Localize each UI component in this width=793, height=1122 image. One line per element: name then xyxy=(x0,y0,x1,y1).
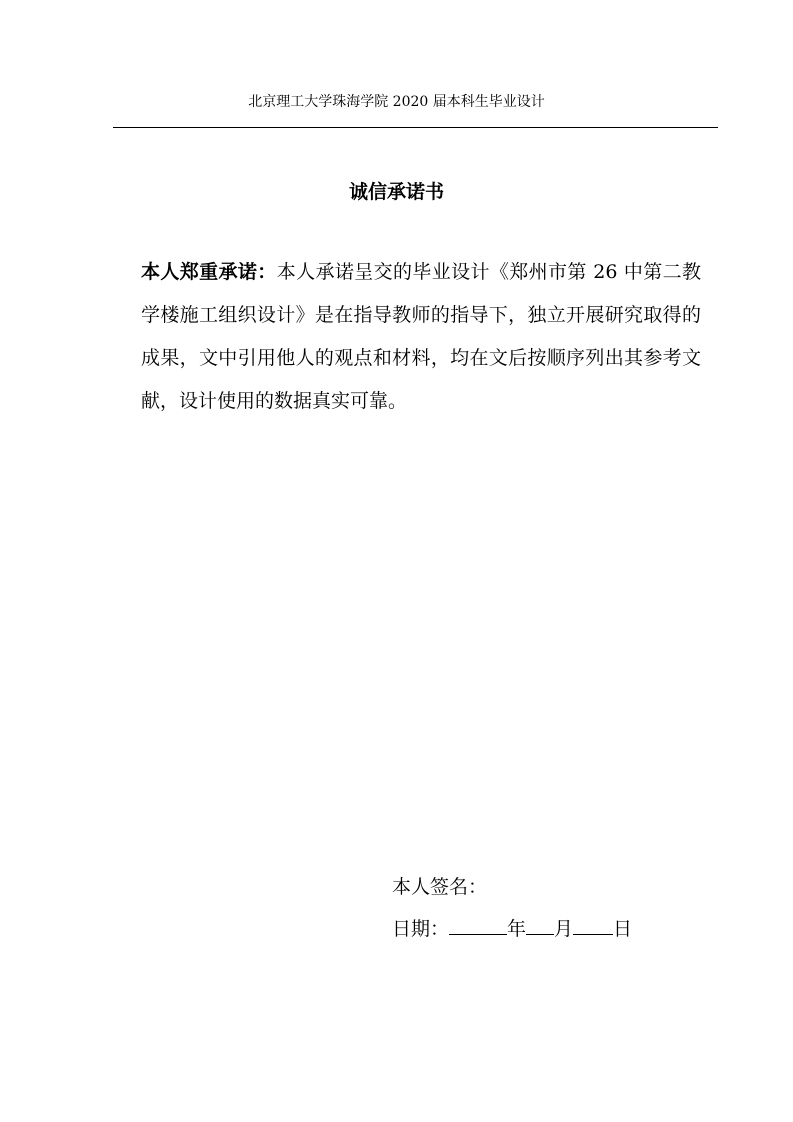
signature-line xyxy=(392,874,487,900)
year-label: 年 xyxy=(507,918,527,940)
year-blank xyxy=(449,916,507,935)
statement-body: 本人承诺呈交的毕业设计《郑州市第 26 中第二教学楼施工组织设计》是在指导教师的指导下，独立开展研究取得的成果，文中引用他人的观点和材料，均在文后按顺序列出其参考文献，设计使用的数据真实可靠。 xyxy=(141,261,701,412)
date-line xyxy=(392,916,632,942)
day-blank xyxy=(573,916,613,935)
month-blank xyxy=(526,916,554,935)
month-label: 月 xyxy=(554,918,574,940)
header-divider xyxy=(113,127,718,128)
document-title: 诚信承诺书 xyxy=(348,181,444,203)
signature-label: 本人签名： xyxy=(392,876,488,898)
statement-lead: 本人郑重承诺： xyxy=(141,261,277,283)
date-label: 日期： xyxy=(392,918,450,940)
commitment-statement xyxy=(141,251,701,423)
day-label: 日 xyxy=(613,918,633,940)
page-header: 北京理工大学珠海学院 2020 届本科生毕业设计 xyxy=(248,94,545,110)
